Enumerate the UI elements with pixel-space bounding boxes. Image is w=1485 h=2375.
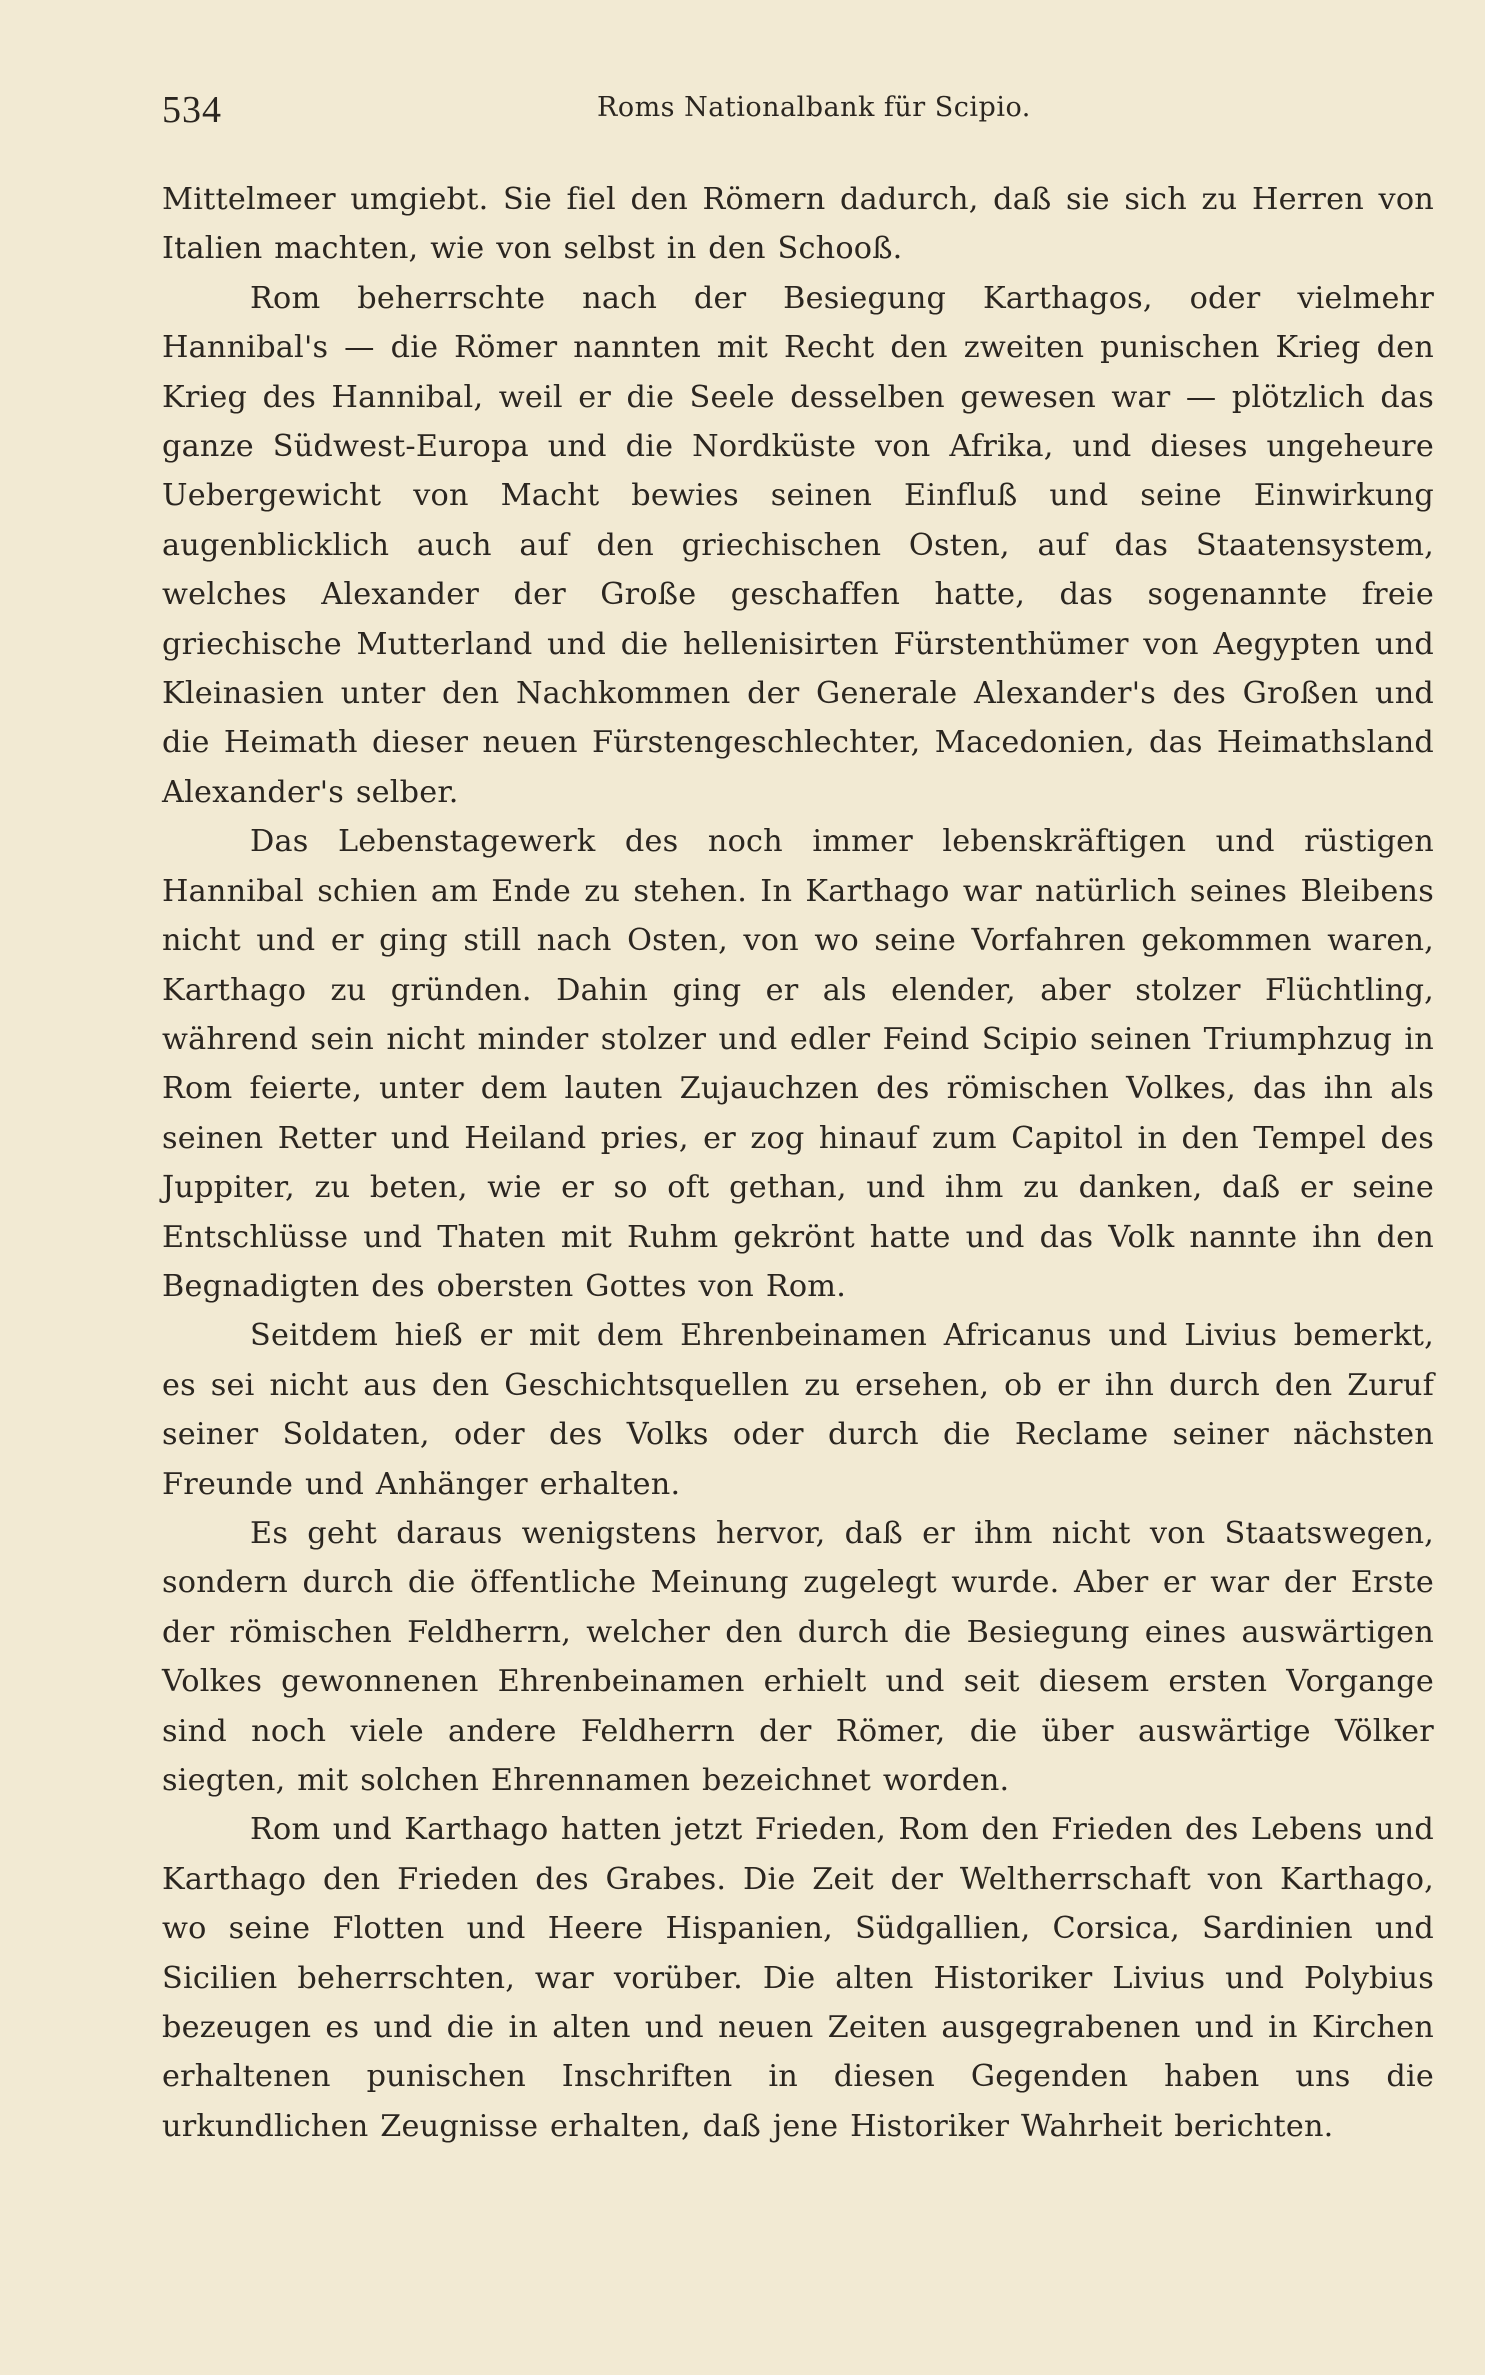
paragraph-3: Das Lebenstagewerk des noch immer lebenskräftigen und rüstigen Hannibal schien am Ende zu stehen. In Karthago war natürlich seines Bleibens nicht und er ging still nach Osten, von wo seine Vorfahren gekommen waren, Karthago zu gründen. Dahin ging er als elender, aber stolzer Flüchtling, während sein nicht minder stolzer und edler Feind Scipio seinen Triumphzug in Rom feierte, unter dem lauten Zujauchzen des römischen Volkes, das ihn als seinen Retter und Heiland pries, er zog hinauf zum Capitol in den Tempel des Juppiter, zu beten, wie er so oft gethan, und ihm zu danken, daß er seine Entschlüsse und Thaten mit Ruhm gekrönt hatte und das Volk nannte ihn den Begnadigten des obersten Gottes von Rom. (162, 824, 1434, 1304)
body-text (162, 175, 1434, 2151)
running-title: Roms Nationalbank für Scipio. (597, 92, 1031, 123)
paragraph-2: Rom beherrschte nach der Besiegung Karthagos, oder vielmehr Hannibal's — die Römer nannten mit Recht den zweiten punischen Krieg den Krieg des Hannibal, weil er die Seele desselben gewesen war — plötzlich das ganze Südwest-Europa und die Nordküste von Afrika, und dieses ungeheure Uebergewicht von Macht bewies seinen Einfluß und seine Einwirkung augenblicklich auch auf den griechischen Osten, auf das Staatensystem, welches Alexander der Große geschaffen hatte, das sogenannte freie griechische Mutterland und die hellenisirten Fürstenthümer von Aegypten und Kleinasien unter den Nachkommen der Generale Alexander's des Großen und die Heimath dieser neuen Fürstengeschlechter, Macedonien, das Heimathsland Alexander's selber. (162, 280, 1434, 810)
page-number: 534 (162, 89, 222, 131)
paragraph-5: Es geht daraus wenigstens hervor, daß er ihm nicht von Staatswegen, sondern durch die öffentliche Meinung zugelegt wurde. Aber er war der Erste der römischen Feldherrn, welcher den durch die Besiegung eines auswärtigen Volkes gewonnenen Ehrenbeinamen erhielt und seit diesem ersten Vorgange sind noch viele andere Feldherrn der Römer, die über auswärtige Völker siegten, mit solchen Ehrennamen bezeichnet worden. (162, 1515, 1434, 1798)
paragraph-1: Mittelmeer umgiebt. Sie fiel den Römern dadurch, daß sie sich zu Herren von Italien machten, wie von selbst in den Schooß. (162, 182, 1434, 267)
page-header (162, 88, 1432, 138)
paragraph-4: Seitdem hieß er mit dem Ehrenbeinamen Africanus und Livius bemerkt, es sei nicht aus den Geschichtsquellen zu ersehen, ob er ihn durch den Zuruf seiner Soldaten, oder des Volks oder durch die Reclame seiner nächsten Freunde und Anhänger erhalten. (162, 1318, 1434, 1502)
paragraph-6: Rom und Karthago hatten jetzt Frieden, Rom den Frieden des Lebens und Karthago den Frieden des Grabes. Die Zeit der Weltherrschaft von Karthago, wo seine Flotten und Heere Hispanien, Südgallien, Corsica, Sardinien und Sicilien beherrschten, war vorüber. Die alten Historiker Livius und Polybius bezeugen es und die in alten und neuen Zeiten ausgegrabenen und in Kirchen erhaltenen punischen Inschriften in diesen Gegenden haben uns die urkundlichen Zeugnisse erhalten, daß jene Historiker Wahrheit berichten. (162, 1812, 1434, 2144)
